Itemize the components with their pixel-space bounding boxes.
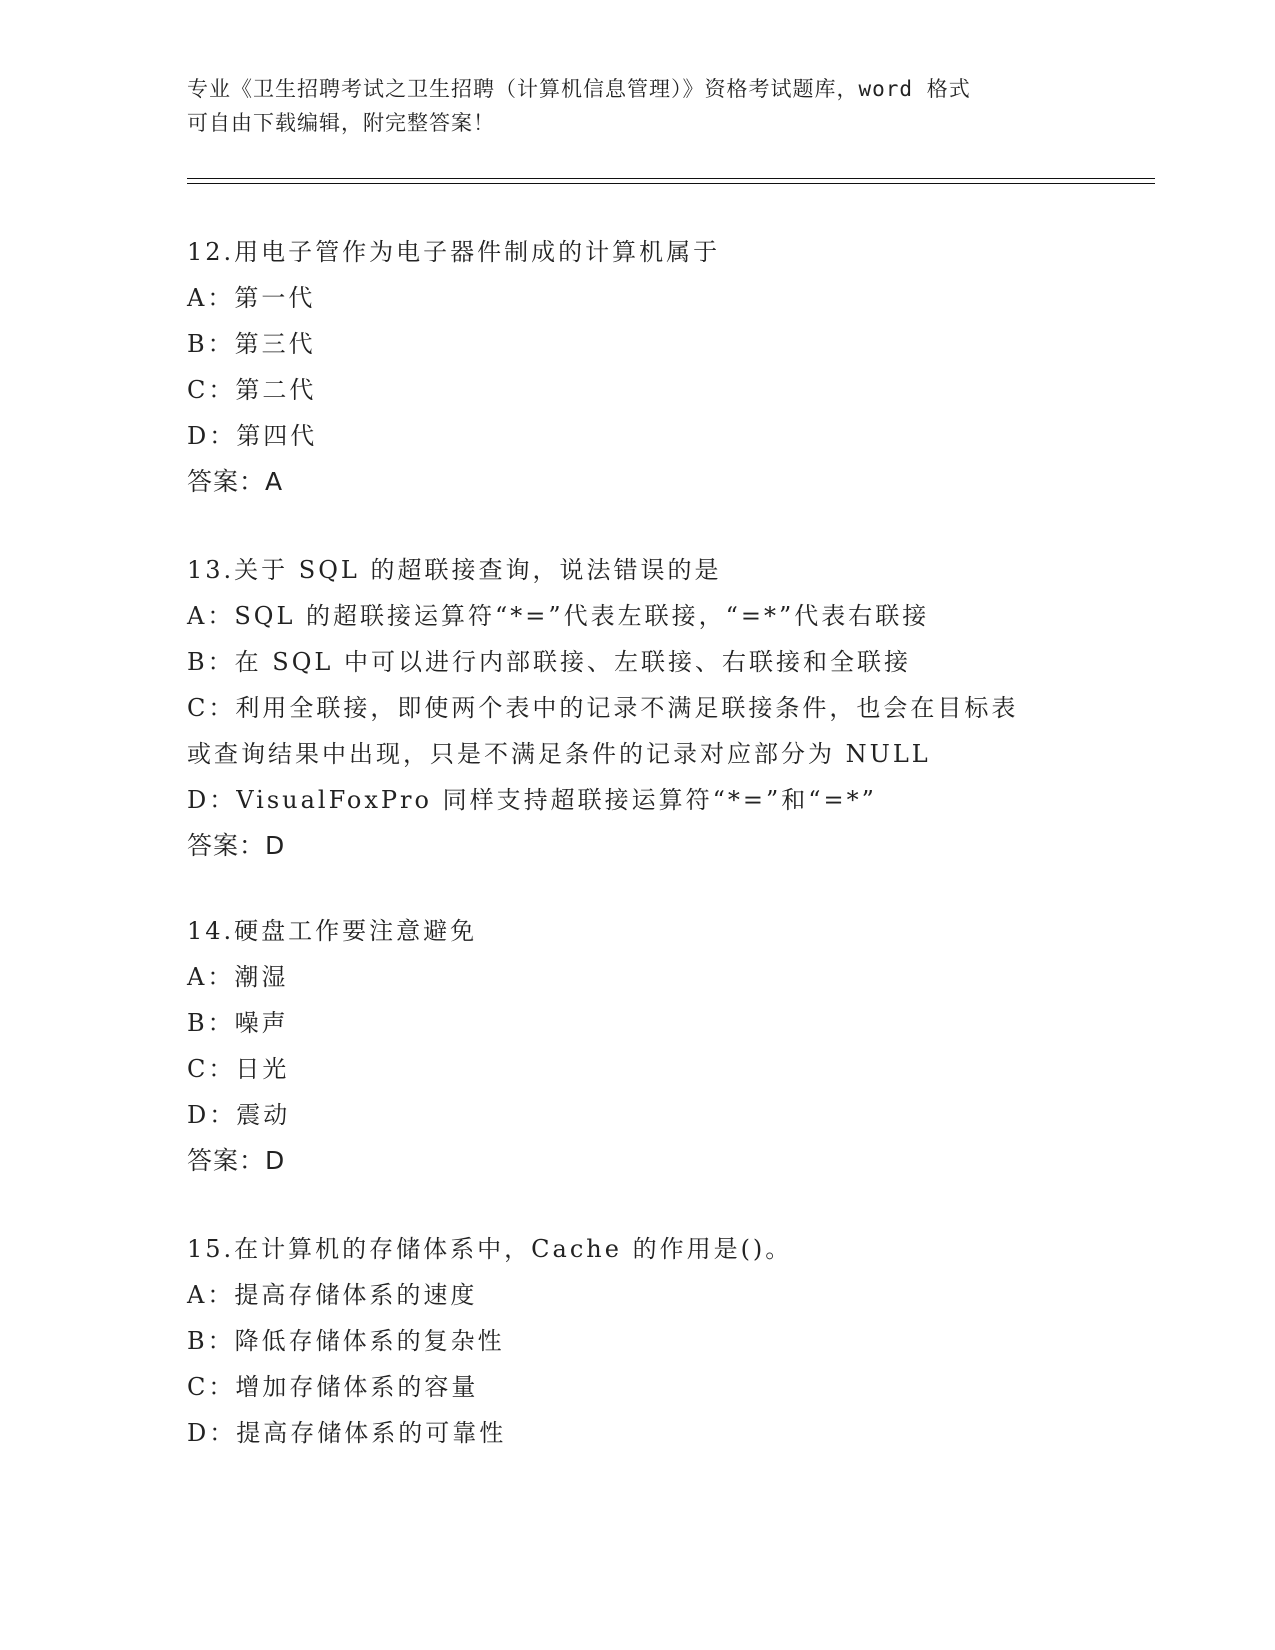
option-c: C：日光 <box>187 1055 290 1083</box>
question-13 <box>187 547 1087 869</box>
answer: 答案：D <box>187 1146 286 1175</box>
option-d: D：第四代 <box>187 422 318 450</box>
option-a: A：潮湿 <box>187 963 289 991</box>
document-header <box>187 72 1087 140</box>
option-c: C：第二代 <box>187 376 317 404</box>
question-stem: 13.关于 SQL 的超联接查询，说法错误的是 <box>187 556 722 584</box>
option-b: B：第三代 <box>187 330 316 358</box>
question-15 <box>187 1226 1087 1456</box>
option-a: A：第一代 <box>187 284 316 312</box>
question-stem: 14.硬盘工作要注意避免 <box>187 917 478 945</box>
question-stem: 12.用电子管作为电子器件制成的计算机属于 <box>187 238 721 266</box>
header-line-1: 专业《卫生招聘考试之卫生招聘（计算机信息管理）》资格考试题库，word 格式 <box>187 77 971 101</box>
option-b: B：在 SQL 中可以进行内部联接、左联接、右联接和全联接 <box>187 648 911 676</box>
header-line-2: 可自由下载编辑，附完整答案！ <box>187 111 495 135</box>
option-d: D：震动 <box>187 1101 291 1129</box>
option-b: B：降低存储体系的复杂性 <box>187 1327 505 1355</box>
option-c: C：利用全联接，即使两个表中的记录不满足联接条件，也会在目标表 <box>187 694 1019 722</box>
option-c: C：增加存储体系的容量 <box>187 1373 479 1401</box>
question-stem: 15.在计算机的存储体系中，Cache 的作用是()。 <box>187 1235 793 1263</box>
option-c-continued: 或查询结果中出现，只是不满足条件的记录对应部分为 NULL <box>187 740 931 768</box>
option-a: A：SQL 的超联接运算符“*=”代表左联接，“=*”代表右联接 <box>187 602 930 630</box>
option-a: A：提高存储体系的速度 <box>187 1281 478 1309</box>
header-divider-top <box>187 178 1155 179</box>
header-divider-bottom <box>187 183 1155 184</box>
question-12 <box>187 229 1087 505</box>
answer: 答案：A <box>187 467 284 496</box>
question-14 <box>187 908 1087 1184</box>
option-d: D：提高存储体系的可靠性 <box>187 1419 507 1447</box>
option-d: D：VisualFoxPro 同样支持超联接运算符“*=”和“=*” <box>187 786 877 814</box>
option-b: B：噪声 <box>187 1009 289 1037</box>
answer: 答案：D <box>187 831 286 860</box>
